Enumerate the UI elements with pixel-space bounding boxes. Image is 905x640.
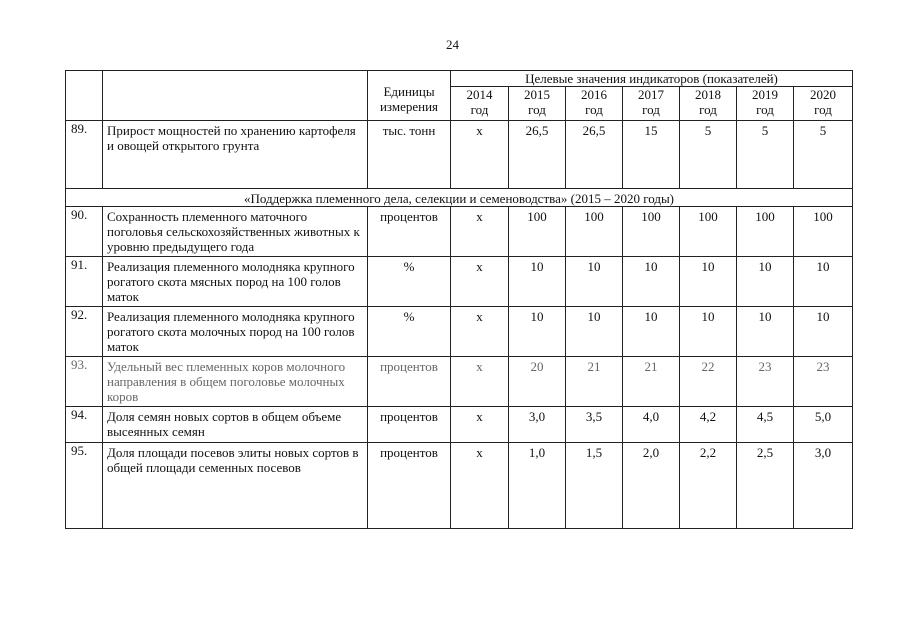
- year-word: год: [814, 102, 832, 117]
- year-cell-2015: [509, 87, 566, 121]
- value-cell: 100: [680, 207, 737, 257]
- year-cell-2014: [451, 87, 509, 121]
- value-cell: 5,0: [794, 407, 853, 443]
- indicator-unit: %: [368, 257, 451, 307]
- value-cell: 23: [794, 357, 853, 407]
- year-word: год: [585, 102, 603, 117]
- header-targets-cell: Целевые значения индикаторов (показателей): [451, 71, 853, 87]
- row-number: 93.: [66, 357, 103, 407]
- row-number: 91.: [66, 257, 103, 307]
- value-cell: 10: [566, 307, 623, 357]
- value-cell: 15: [623, 121, 680, 189]
- value-cell: 100: [794, 207, 853, 257]
- value-cell: 5: [680, 121, 737, 189]
- value-cell: 4,2: [680, 407, 737, 443]
- indicator-name: Реализация племенного молодняка крупного рогатого скота мясных пород на 100 голов маток: [103, 257, 368, 307]
- indicator-name: Удельный вес племенных коров молочного направления в общем поголовье молочных коров: [103, 357, 368, 407]
- value-cell: 10: [680, 307, 737, 357]
- value-cell: 5: [737, 121, 794, 189]
- indicator-unit: процентов: [368, 407, 451, 443]
- year-word: год: [470, 102, 489, 117]
- value-cell: 26,5: [509, 121, 566, 189]
- units-label: Единицы измерения: [379, 83, 439, 114]
- indicator-unit: процентов: [368, 207, 451, 257]
- value-cell: 10: [737, 257, 794, 307]
- table-row: [66, 307, 853, 357]
- value-cell: 10: [509, 257, 566, 307]
- value-cell: 22: [680, 357, 737, 407]
- table-row: [66, 207, 853, 257]
- value-cell: 100: [623, 207, 680, 257]
- value-cell: 100: [566, 207, 623, 257]
- indicator-unit: процентов: [368, 357, 451, 407]
- year-cell-2017: [623, 87, 680, 121]
- indicator-name: Доля площади посевов элиты новых сортов в общей площади семенных посевов: [103, 443, 368, 529]
- indicator-unit: тыс. тонн: [368, 121, 451, 189]
- section-title: «Поддержка племенного дела, селекции и семеноводства» (2015 – 2020 годы): [66, 189, 853, 207]
- year-cell-2019: [737, 87, 794, 121]
- value-cell: х: [451, 207, 509, 257]
- value-cell: х: [451, 307, 509, 357]
- header-name-cell: [103, 71, 368, 121]
- year-label: 2019: [752, 87, 778, 102]
- value-cell: 2,5: [737, 443, 794, 529]
- indicators-table: [65, 70, 853, 529]
- value-cell: 23: [737, 357, 794, 407]
- year-label: 2014: [466, 87, 493, 102]
- indicator-name: Сохранность племенного маточного поголовья сельскохозяйственных животных к уровню предыдущего года: [103, 207, 368, 257]
- value-cell: 10: [623, 307, 680, 357]
- value-cell: х: [451, 257, 509, 307]
- row-number: 95.: [66, 443, 103, 529]
- indicator-name: Прирост мощностей по хранению картофеля и овощей открытого грунта: [103, 121, 368, 189]
- value-cell: 10: [737, 307, 794, 357]
- value-cell: 3,5: [566, 407, 623, 443]
- table-row: [66, 257, 853, 307]
- value-cell: 10: [566, 257, 623, 307]
- table-row: [66, 357, 853, 407]
- row-number: 90.: [66, 207, 103, 257]
- value-cell: 5: [794, 121, 853, 189]
- value-cell: 20: [509, 357, 566, 407]
- value-cell: 100: [509, 207, 566, 257]
- year-word: год: [756, 102, 774, 117]
- value-cell: 1,0: [509, 443, 566, 529]
- value-cell: 4,5: [737, 407, 794, 443]
- year-cell-2020: [794, 87, 853, 121]
- indicator-unit: %: [368, 307, 451, 357]
- year-label: 2020: [810, 87, 836, 102]
- value-cell: 10: [509, 307, 566, 357]
- value-cell: 2,0: [623, 443, 680, 529]
- value-cell: 4,0: [623, 407, 680, 443]
- header-num-cell: [66, 71, 103, 121]
- value-cell: 2,2: [680, 443, 737, 529]
- value-cell: 100: [737, 207, 794, 257]
- value-cell: 21: [623, 357, 680, 407]
- table-row: [66, 407, 853, 443]
- year-word: год: [642, 102, 660, 117]
- value-cell: х: [451, 407, 509, 443]
- year-word: год: [528, 102, 546, 117]
- row-number: 89.: [66, 121, 103, 189]
- year-cell-2018: [680, 87, 737, 121]
- value-cell: 1,5: [566, 443, 623, 529]
- value-cell: 10: [794, 307, 853, 357]
- value-cell: 3,0: [794, 443, 853, 529]
- row-number: 92.: [66, 307, 103, 357]
- year-word: год: [699, 102, 717, 117]
- table-row: [66, 443, 853, 529]
- value-cell: 21: [566, 357, 623, 407]
- indicator-unit: процентов: [368, 443, 451, 529]
- value-cell: 10: [680, 257, 737, 307]
- indicator-name: Доля семян новых сортов в общем объеме высеянных семян: [103, 407, 368, 443]
- year-label: 2016: [581, 87, 607, 102]
- value-cell: х: [451, 443, 509, 529]
- indicator-name: Реализация племенного молодняка крупного рогатого скота молочных пород на 100 голов маток: [103, 307, 368, 357]
- section-row: [66, 189, 853, 207]
- year-label: 2015: [524, 87, 550, 102]
- year-label: 2017: [638, 87, 664, 102]
- value-cell: 3,0: [509, 407, 566, 443]
- value-cell: 10: [623, 257, 680, 307]
- row-number: 94.: [66, 407, 103, 443]
- value-cell: х: [451, 357, 509, 407]
- value-cell: 26,5: [566, 121, 623, 189]
- table-row: [66, 121, 853, 189]
- year-label: 2018: [695, 87, 721, 102]
- header-units-cell: [368, 71, 451, 121]
- page-number: 24: [446, 37, 459, 52]
- header-row-top: [66, 71, 853, 87]
- year-cell-2016: [566, 87, 623, 121]
- value-cell: х: [451, 121, 509, 189]
- value-cell: 10: [794, 257, 853, 307]
